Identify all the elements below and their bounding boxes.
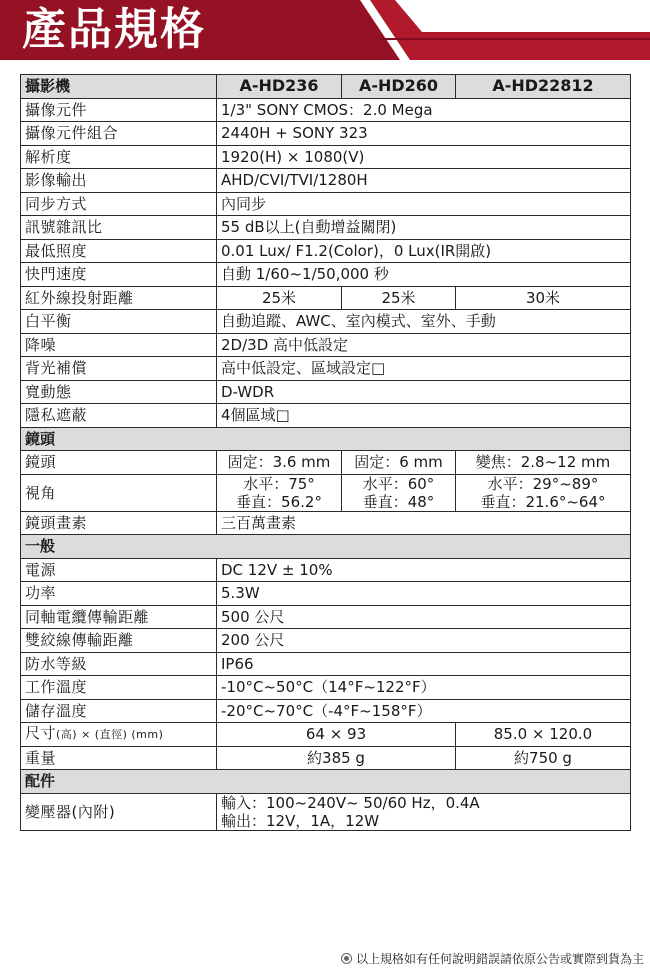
row-label: 降噪 <box>21 333 217 357</box>
table-row <box>21 145 631 169</box>
bullet-icon <box>341 953 352 964</box>
lens-value-a-hd260: 固定：6 mm <box>342 451 456 475</box>
row-label: 背光補償 <box>21 357 217 381</box>
fov-vertical: 垂直：56.2° <box>236 492 322 511</box>
table-row <box>21 652 631 676</box>
row-label: 電源 <box>21 558 217 582</box>
row-value: 自動追蹤、AWC、室內模式、室外、手動 <box>217 310 631 334</box>
fov-horizontal: 水平：29°~89° <box>487 474 599 493</box>
table-row <box>21 310 631 334</box>
fov-cell-a-hd22812 <box>456 474 631 511</box>
adapter-input: 輸入：100~240V~ 50/60 Hz，0.4A <box>221 793 480 812</box>
page-title: 產品規格 <box>22 4 206 55</box>
row-label: 變壓器(內附) <box>21 793 217 830</box>
row-value: DC 12V ± 10% <box>217 558 631 582</box>
row-label: 影像輸出 <box>21 169 217 193</box>
row-value: 55 dB以上(自動增益關閉) <box>217 216 631 240</box>
section-header-accessories <box>21 770 631 794</box>
row-value: D-WDR <box>217 380 631 404</box>
row-label: 訊號雜訊比 <box>21 216 217 240</box>
row-label: 功率 <box>21 582 217 606</box>
row-label: 紅外線投射距離 <box>21 286 217 310</box>
fov-vertical: 垂直：21.6°~64° <box>480 492 606 511</box>
row-value: 4個區域□ <box>217 404 631 428</box>
table-row <box>21 98 631 122</box>
size-value-a-hd22812: 85.0 × 120.0 <box>456 723 631 747</box>
table-row <box>21 558 631 582</box>
table-row <box>21 605 631 629</box>
model-a-hd236: A-HD236 <box>217 75 342 99</box>
adapter-output: 輸出：12V，1A，12W <box>221 811 380 830</box>
size-label-main: 尺寸 <box>25 724 57 743</box>
table-row <box>21 629 631 653</box>
fov-horizontal: 水平：60° <box>362 474 435 493</box>
row-value: AHD/CVI/TVI/1280H <box>217 169 631 193</box>
table-row <box>21 582 631 606</box>
section-header-lens <box>21 427 631 451</box>
section-title: 一般 <box>21 535 631 559</box>
row-value: 高中低設定、區域設定□ <box>217 357 631 381</box>
row-value: 200 公尺 <box>217 629 631 653</box>
table-row-lens <box>21 451 631 475</box>
fov-vertical: 垂直：48° <box>362 492 435 511</box>
row-value: 500 公尺 <box>217 605 631 629</box>
table-row <box>21 263 631 287</box>
row-value: 1/3" SONY CMOS：2.0 Mega <box>217 98 631 122</box>
model-a-hd260: A-HD260 <box>342 75 456 99</box>
row-value: 1920(H) × 1080(V) <box>217 145 631 169</box>
weight-value-a-hd22812: 約750 g <box>456 746 631 770</box>
table-row-size <box>21 723 631 747</box>
section-title: 鏡頭 <box>21 427 631 451</box>
row-label: 攝像元件 <box>21 98 217 122</box>
model-a-hd22812: A-HD22812 <box>456 75 631 99</box>
table-row-adapter <box>21 793 631 830</box>
footnote-text: 以上規格如有任何說明錯誤請依原公告或實際到貨為主 <box>355 952 644 966</box>
row-label: 工作溫度 <box>21 676 217 700</box>
row-label: 解析度 <box>21 145 217 169</box>
footnote <box>341 950 644 967</box>
row-label: 快門速度 <box>21 263 217 287</box>
section-title: 配件 <box>21 770 631 794</box>
table-row <box>21 380 631 404</box>
ir-value-a-hd260: 25米 <box>342 286 456 310</box>
table-row <box>21 676 631 700</box>
lens-value-a-hd236: 固定：3.6 mm <box>217 451 342 475</box>
table-row-ir-distance <box>21 286 631 310</box>
fov-horizontal: 水平：75° <box>243 474 315 493</box>
table-row-fov <box>21 474 631 511</box>
row-label: 同軸電纜傳輸距離 <box>21 605 217 629</box>
header-label: 攝影機 <box>21 75 217 99</box>
row-value: 三百萬畫素 <box>217 511 631 535</box>
row-value: IP66 <box>217 652 631 676</box>
table-row <box>21 404 631 428</box>
row-value: 0.01 Lux/ F1.2(Color)，0 Lux(IR開啟) <box>217 239 631 263</box>
row-value: 自動 1/60~1/50,000 秒 <box>217 263 631 287</box>
size-label <box>21 723 217 747</box>
row-label: 鏡頭畫素 <box>21 511 217 535</box>
ir-value-a-hd22812: 30米 <box>456 286 631 310</box>
ir-value-a-hd236: 25米 <box>217 286 342 310</box>
row-label: 攝像元件組合 <box>21 122 217 146</box>
row-label: 同步方式 <box>21 192 217 216</box>
row-label: 寬動態 <box>21 380 217 404</box>
table-row <box>21 122 631 146</box>
row-value: 5.3W <box>217 582 631 606</box>
row-label: 隱私遮蔽 <box>21 404 217 428</box>
table-row <box>21 511 631 535</box>
row-label: 最低照度 <box>21 239 217 263</box>
table-row <box>21 357 631 381</box>
spec-table <box>20 74 631 831</box>
adapter-value <box>217 793 631 830</box>
section-header-general <box>21 535 631 559</box>
row-value: 內同步 <box>217 192 631 216</box>
table-header-row <box>21 75 631 99</box>
table-row <box>21 169 631 193</box>
table-row-weight <box>21 746 631 770</box>
row-value: -10°C~50°C（14°F~122°F） <box>217 676 631 700</box>
size-value-small-models: 64 × 93 <box>217 723 456 747</box>
banner-line <box>380 38 650 40</box>
table-row <box>21 333 631 357</box>
row-label: 防水等級 <box>21 652 217 676</box>
row-label: 儲存溫度 <box>21 699 217 723</box>
row-label: 重量 <box>21 746 217 770</box>
table-row <box>21 699 631 723</box>
lens-value-a-hd22812: 變焦：2.8~12 mm <box>456 451 631 475</box>
table-row <box>21 216 631 240</box>
fov-cell-a-hd260 <box>342 474 456 511</box>
table-row <box>21 239 631 263</box>
table-row <box>21 192 631 216</box>
row-value: 2D/3D 高中低設定 <box>217 333 631 357</box>
row-label: 鏡頭 <box>21 451 217 475</box>
weight-value-small-models: 約385 g <box>217 746 456 770</box>
row-value: -20°C~70°C（-4°F~158°F） <box>217 699 631 723</box>
fov-cell-a-hd236 <box>217 474 342 511</box>
row-label: 白平衡 <box>21 310 217 334</box>
title-banner <box>0 0 650 60</box>
row-label: 視角 <box>21 474 217 511</box>
row-value: 2440H + SONY 323 <box>217 122 631 146</box>
size-label-unit: (高) × (直徑) (mm) <box>56 728 164 742</box>
row-label: 雙絞線傳輸距離 <box>21 629 217 653</box>
